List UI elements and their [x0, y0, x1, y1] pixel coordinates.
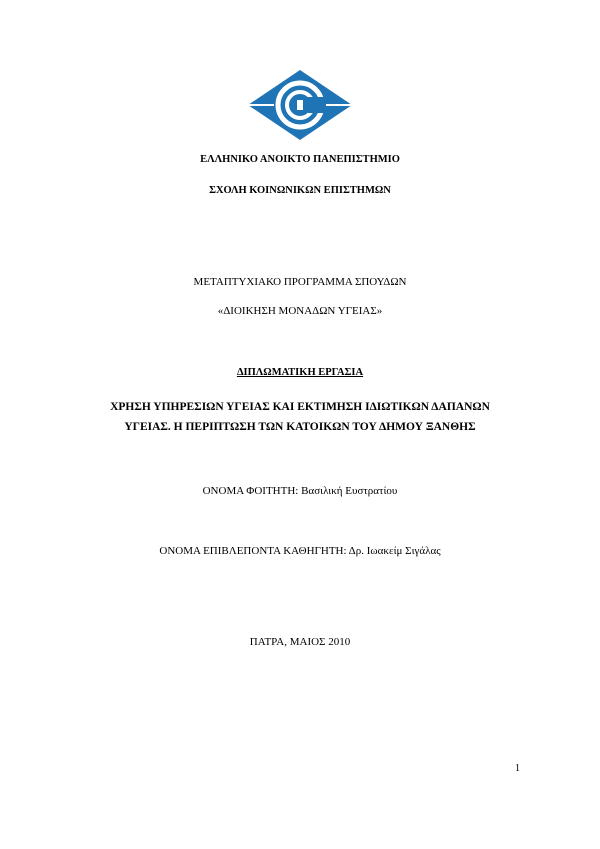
thesis-title-line-2: ΥΓΕΙΑΣ. Η ΠΕΡΙΠΤΩΣΗ ΤΩΝ ΚΑΤΟΙΚΩΝ ΤΟΥ ΔΗΜΟΥ ΞΑΝΘΗΣ — [124, 421, 476, 433]
university-emblem-icon — [248, 70, 352, 140]
page-number: 1 — [515, 763, 520, 774]
thesis-title-line-1: ΧΡΗΣΗ ΥΠΗΡΕΣΙΩΝ ΥΓΕΙΑΣ ΚΑΙ ΕΚΤΙΜΗΣΗ ΙΔΙΩΤΙΚΩΝ ΔΑΠΑΝΩΝ — [110, 401, 490, 413]
place-date: ΠΑΤΡΑ, ΜΑΙΟΣ 2010 — [249, 636, 351, 648]
school-name: ΣΧΟΛΗ ΚΟΙΝΩΝΙΚΩΝ ΕΠΙΣΤΗΜΩΝ — [209, 185, 391, 196]
university-name: ΕΛΛΗΝΙΚΟ ΑΝΟΙΚΤΟ ΠΑΝΕΠΙΣΤΗΜΙΟ — [200, 154, 400, 165]
program-specialization: «ΔΙΟΙΚΗΣΗ ΜΟΝΑΔΩΝ ΥΓΕΙΑΣ» — [217, 305, 383, 317]
thesis-label: ΔΙΠΛΩΜΑΤΙΚΗ ΕΡΓΑΣΙΑ — [236, 367, 364, 378]
supervisor-name: ΟΝΟΜΑ ΕΠΙΒΛΕΠΟΝΤΑ ΚΑΘΗΓΗΤΗ: Δρ. Ιωακείμ Σιγάλας — [159, 545, 441, 557]
student-name: ΟΝΟΜΑ ΦΟΙΤΗΤΗ: Βασιλική Ευστρατίου — [202, 485, 398, 497]
program-name: ΜΕΤΑΠΤΥΧΙΑΚΟ ΠΡΟΓΡΑΜΜΑ ΣΠΟΥΔΩΝ — [193, 276, 407, 288]
